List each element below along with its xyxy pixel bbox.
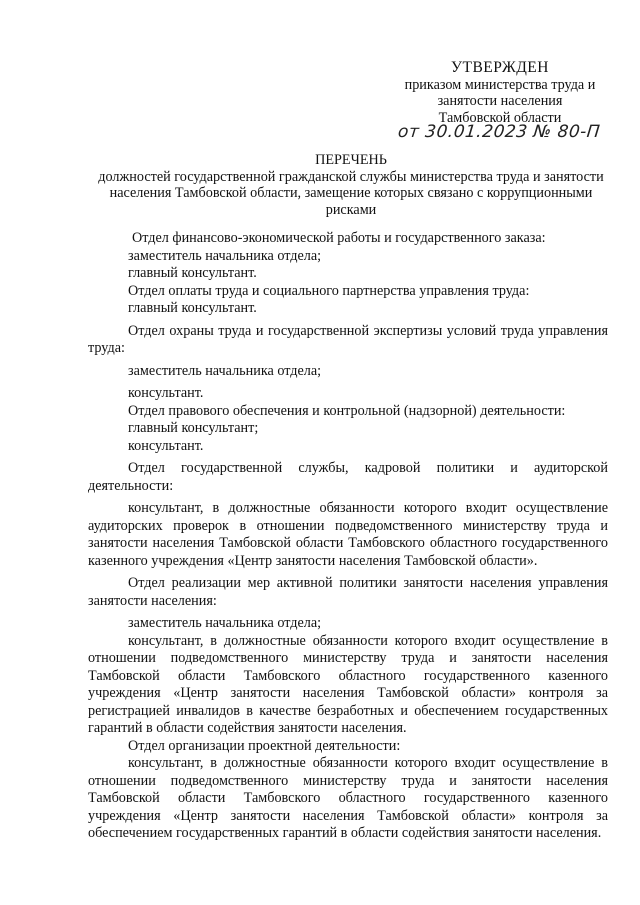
- position-item: главный консультант.: [128, 265, 257, 281]
- approval-line-1: приказом министерства труда и: [404, 76, 596, 93]
- position-item: заместитель начальника отдела;: [128, 615, 322, 631]
- department-legal: Отдел правового обеспечения и контрольной (надзорной) деятельности:: [128, 402, 566, 419]
- approval-line-3: Тамбовской области: [438, 109, 562, 126]
- position-item: главный консультант;: [128, 420, 259, 436]
- position-item: заместитель начальника отдела;: [128, 362, 322, 379]
- position-item: консультант, в должностные обязанности которого входит осуществление аудиторских проверок в отношении подведомственного министерству труда и занятости населения Тамбовской области Тамбовского областного государственного казенного учреждения «Центр занятости населения Тамбовской области».: [88, 500, 608, 569]
- position-item: консультант.: [128, 437, 204, 454]
- department-labor-pay: Отдел оплаты труда и социального партнерства управления труда:: [128, 282, 530, 299]
- approval-line-2: занятости населения: [437, 93, 563, 109]
- position-item: консультант.: [128, 385, 204, 401]
- handwritten-order-date: от 30.01.2023 № 80-П: [396, 122, 602, 142]
- document-title: [96, 152, 606, 218]
- department-projects: Отдел организации проектной деятельности:: [128, 737, 401, 754]
- title-heading: ПЕРЕЧЕНЬ: [315, 152, 387, 168]
- department-finance: Отдел финансово-экономической работы и государственного заказа:: [132, 230, 546, 246]
- position-item: главный консультант.: [128, 300, 257, 316]
- position-item: заместитель начальника отдела;: [128, 247, 322, 264]
- document-body: [88, 230, 608, 843]
- position-item: консультант, в должностные обязанности которого входит осуществление в отношении подведомственного министерству труда и занятости населения Тамбовской области Тамбовского областного государственного казенного учреждения «Центр занятости населения Тамбовской области» контроля за регистрацией инвалидов в качестве безработных и обеспечением государственных гарантий в области содействия занятости населения.: [88, 632, 608, 736]
- department-employment-policy: Отдел реализации мер активной политики занятости населения управления занятости населения:: [88, 575, 608, 609]
- title-subtitle: должностей государственной гражданской службы министерства труда и занятости населения Тамбовской области, замещение которых связано с коррупционными рисками: [98, 168, 604, 218]
- department-civil-service: Отдел государственной службы, кадровой политики и аудиторской деятельности:: [88, 460, 608, 494]
- department-labor-safety: Отдел охраны труда и государственной экспертизы условий труда управления труда:: [88, 322, 608, 356]
- approval-stamp: [380, 60, 620, 126]
- approval-heading: УТВЕРЖДЕН: [451, 59, 549, 76]
- position-item: консультант, в должностные обязанности которого входит осуществление в отношении подведомственного министерству труда и занятости населения Тамбовской области Тамбовского областного государственного казенного учреждения «Центр занятости населения Тамбовской области» контроля за обеспечением государственных гарантий в области содействия занятости населения.: [88, 755, 608, 841]
